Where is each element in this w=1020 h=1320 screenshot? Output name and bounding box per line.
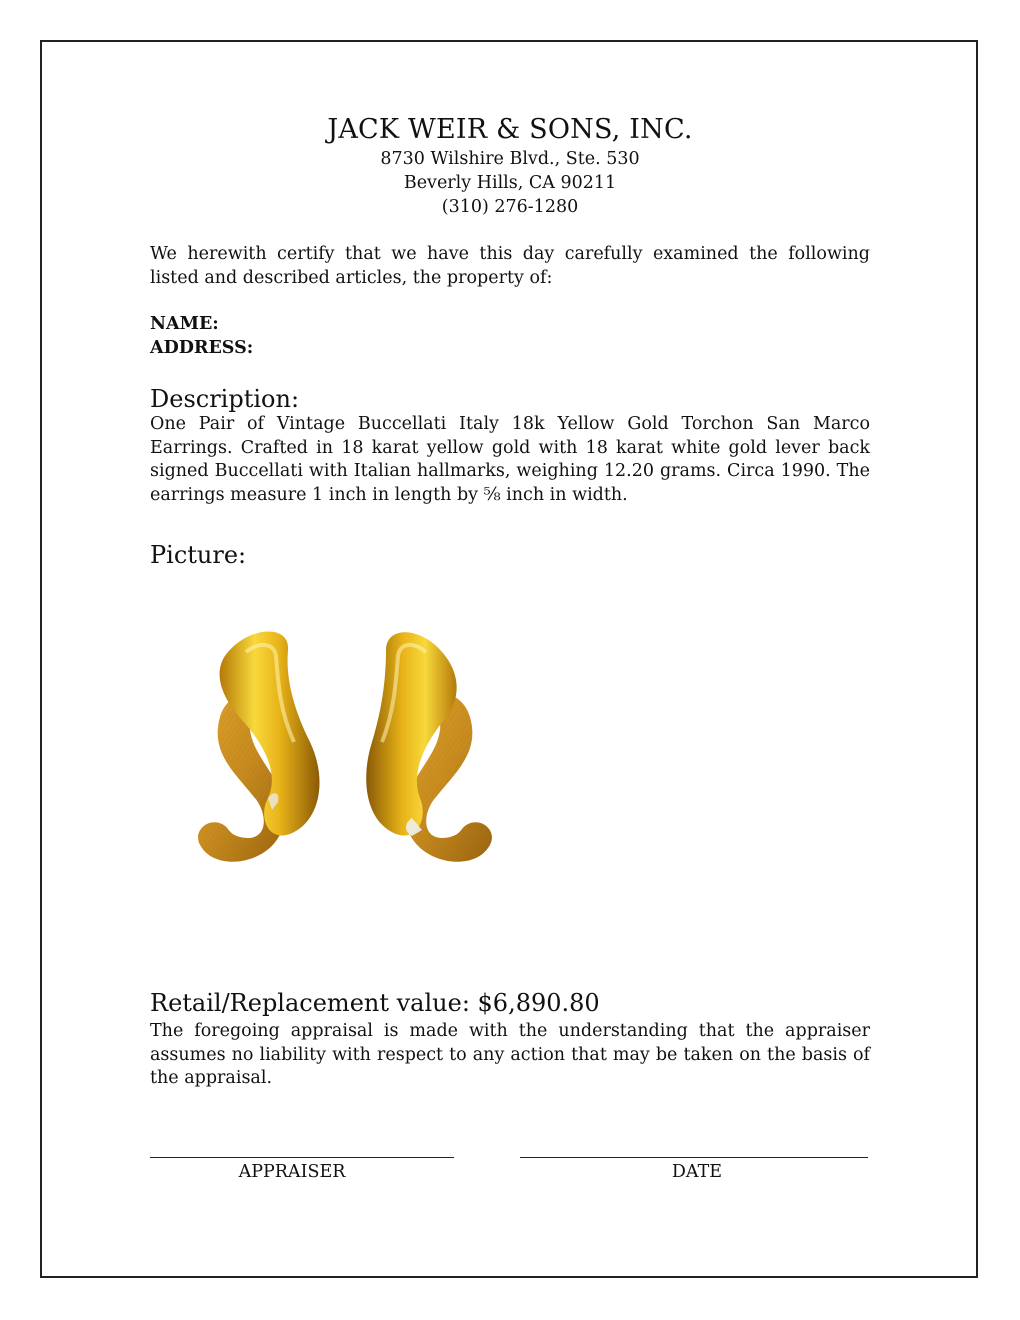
company-address-line1: 8730 Wilshire Blvd., Ste. 530 xyxy=(380,149,640,169)
picture-heading: Picture: xyxy=(150,541,247,569)
company-name: JACK WEIR & SONS, INC. xyxy=(327,114,693,145)
company-phone: (310) 276-1280 xyxy=(441,197,579,217)
certification-statement: We herewith certify that we have this day carefully examined the following listed and described articles, the property of: xyxy=(150,244,870,288)
date-signature-line xyxy=(520,1157,868,1158)
owner-address-label: ADDRESS: xyxy=(150,338,254,358)
left-earring xyxy=(198,631,319,861)
date-label: DATE xyxy=(671,1162,723,1182)
description-heading: Description: xyxy=(150,385,300,413)
right-earring xyxy=(366,632,492,862)
appraiser-signature-line xyxy=(150,1157,454,1158)
liability-disclaimer: The foregoing appraisal is made with the understanding that the appraiser assumes no liability with respect to any action that may be taken on the basis of the appraisal. xyxy=(150,1021,870,1088)
earrings-photo xyxy=(150,612,540,892)
company-address-line2: Beverly Hills, CA 90211 xyxy=(403,173,617,193)
description-text: One Pair of Vintage Buccellati Italy 18k Yellow Gold Torchon San Marco Earrings. Crafted in 18 karat yellow gold with 18 karat white gold lever back signed Buccellati with Italian hallmarks, weighing 12.20 grams. Circa 1990. The earrings measure 1 inch in length by ⅝ inch in width. xyxy=(150,414,870,505)
replacement-value-heading: Retail/Replacement value: $6,890.80 xyxy=(150,989,600,1017)
appraiser-label: APPRAISER xyxy=(238,1162,346,1182)
owner-name-label: NAME: xyxy=(150,314,219,334)
